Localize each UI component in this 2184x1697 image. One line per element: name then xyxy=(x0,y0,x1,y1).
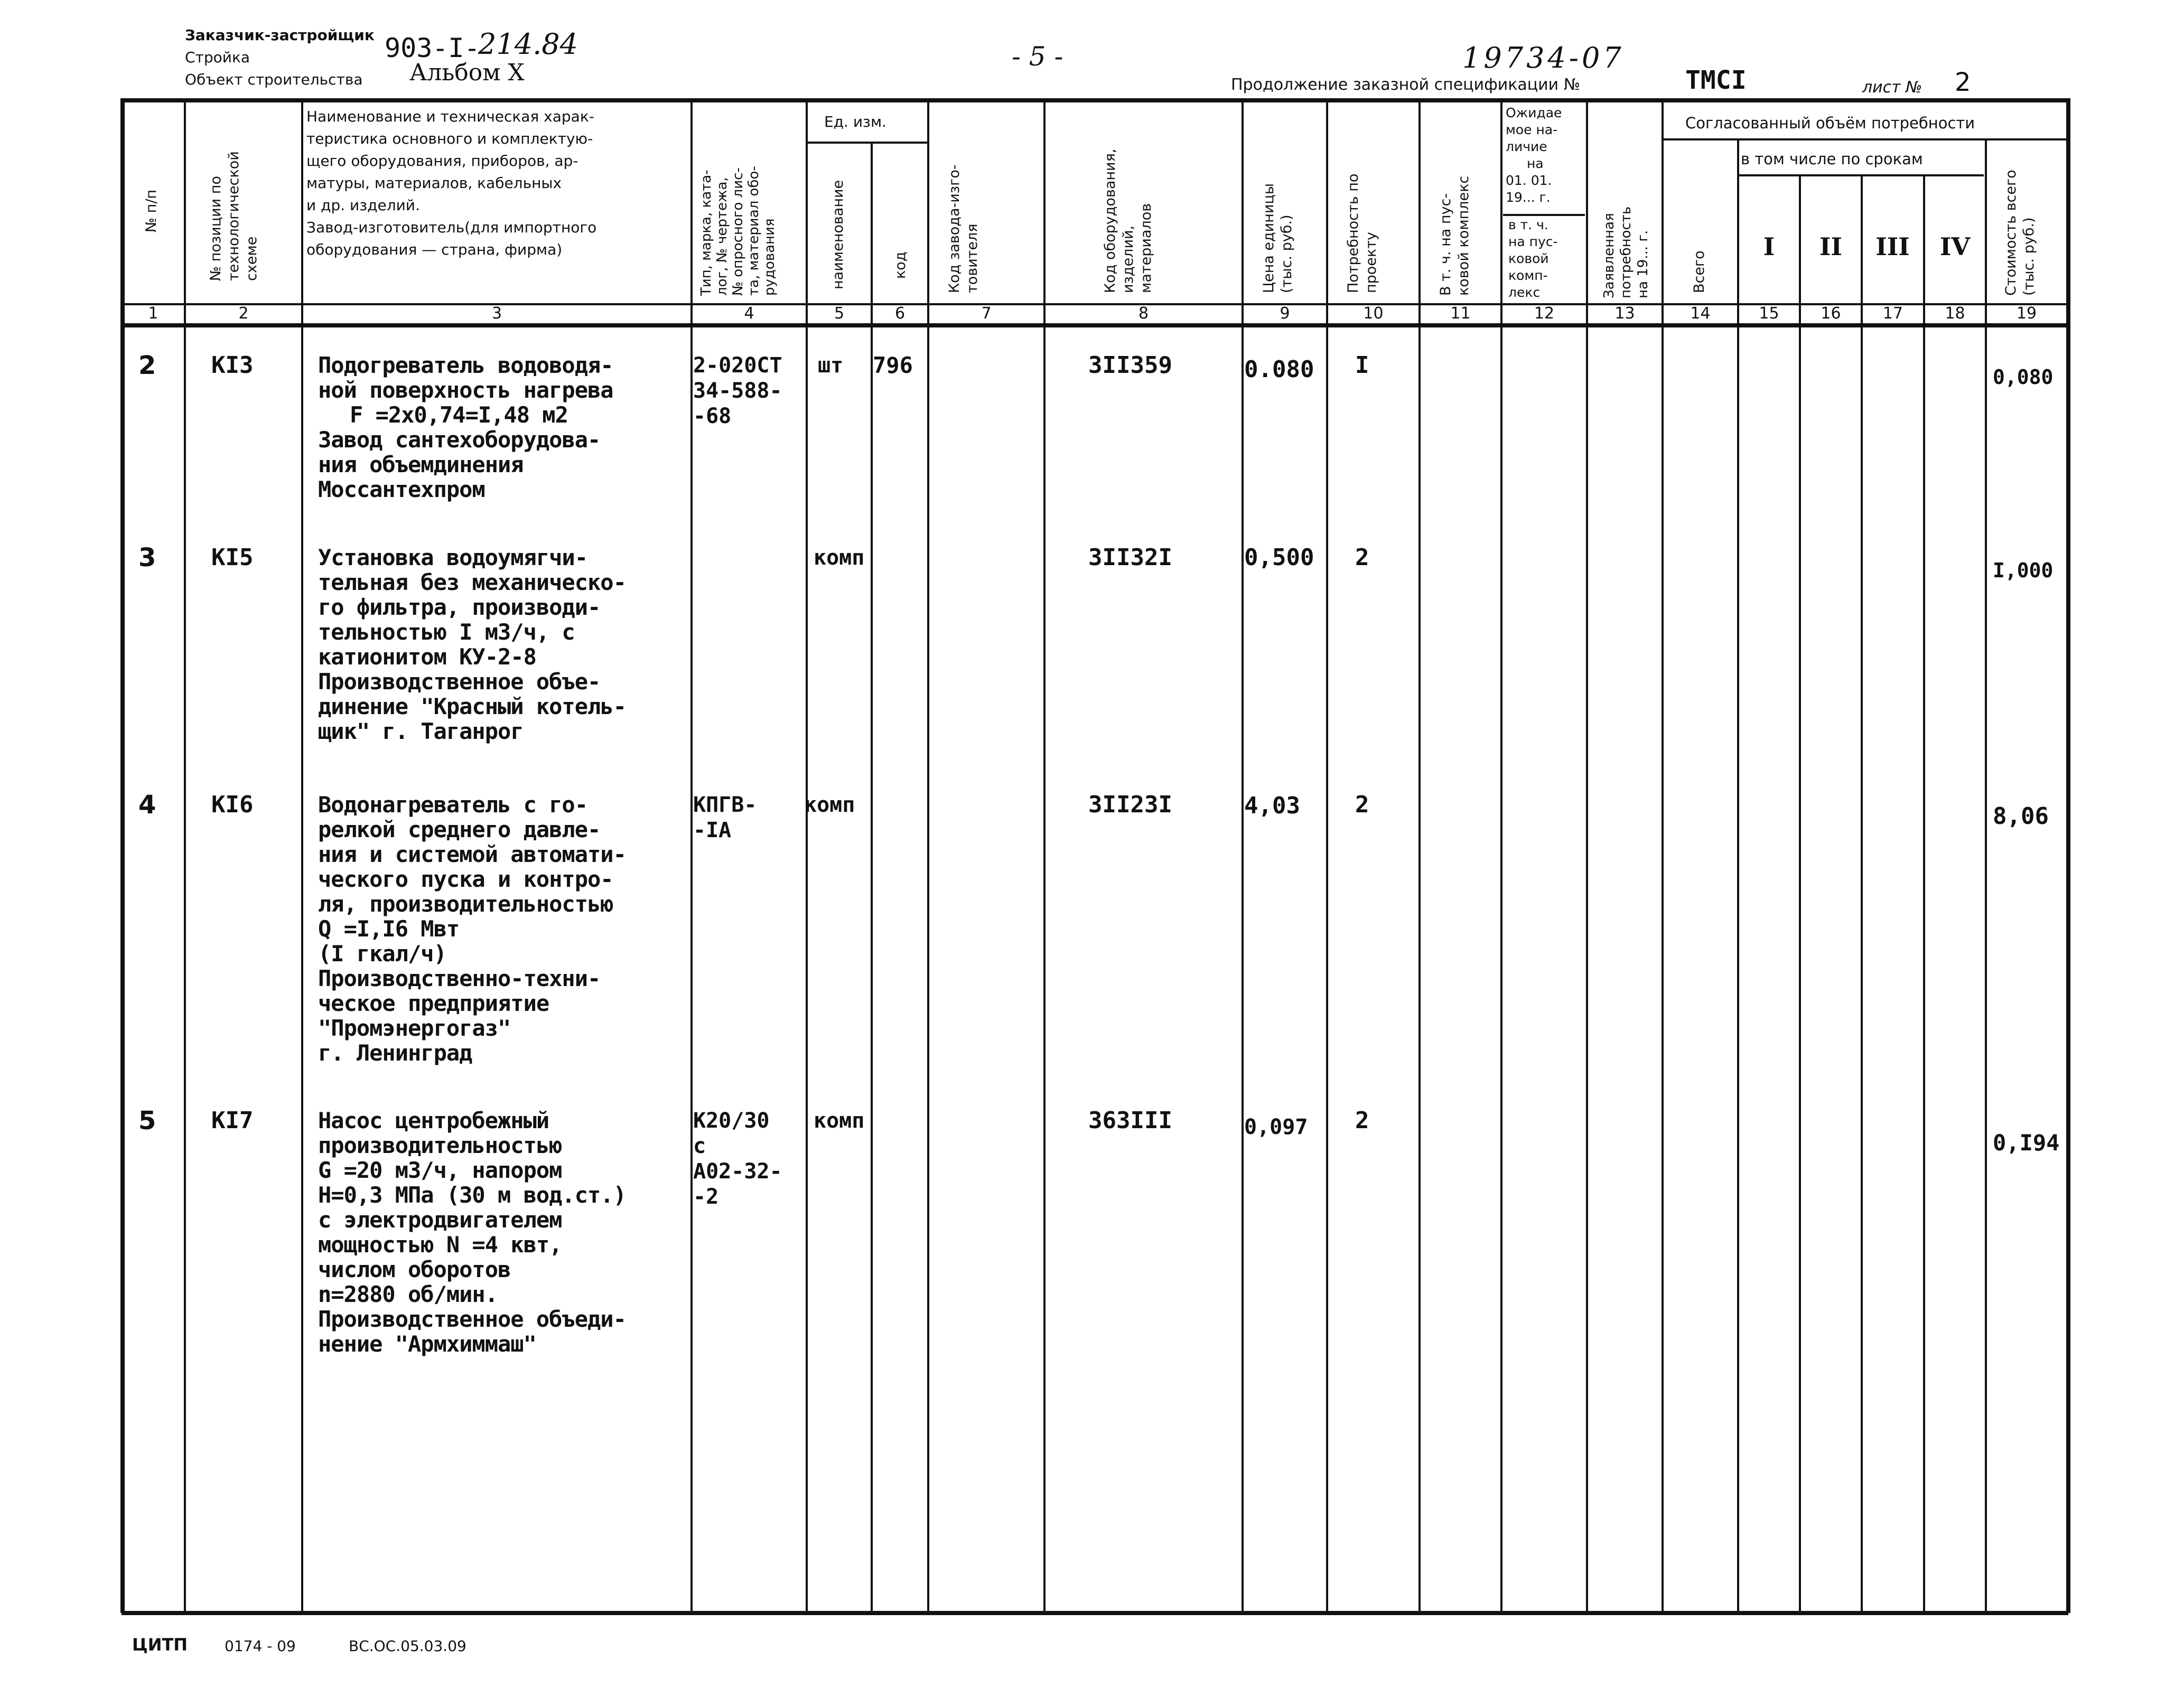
header-col-19: Стоимость всего (тыс. руб.) xyxy=(2003,170,2037,296)
customer-label: Заказчик-застройщик xyxy=(185,26,375,44)
project-need: 2 xyxy=(1355,791,1369,818)
object-label: Объект строительства xyxy=(185,71,363,88)
header-col-4: Тип, марка, ката- лог, № чертежа, № опросного лис- та, материал обо- рудования xyxy=(698,166,778,296)
header-quarter-1: I xyxy=(1763,232,1775,261)
total-cost: I,000 xyxy=(1993,559,2054,582)
col-divider-15 xyxy=(1799,174,1801,1613)
column-number: 7 xyxy=(981,304,992,323)
project-code-handwritten: 214.84 xyxy=(478,27,578,61)
expected-split-line xyxy=(1503,214,1585,216)
column-number: 6 xyxy=(894,304,906,323)
col-divider-16 xyxy=(1861,174,1863,1613)
sheet-number: 2 xyxy=(1955,68,1971,97)
project-need: 2 xyxy=(1355,544,1369,571)
column-number: 8 xyxy=(1138,304,1149,323)
total-cost: 8,06 xyxy=(1993,803,2049,830)
equipment-code: 3II32I xyxy=(1088,544,1172,571)
table-right-border xyxy=(2066,98,2070,1613)
header-col-5: наименование xyxy=(830,180,846,289)
footer-org: ЦИТП xyxy=(132,1635,188,1655)
col-divider-2 xyxy=(301,98,303,1613)
col-divider-17 xyxy=(1923,174,1925,1613)
total-cost: 0,I94 xyxy=(1993,1130,2060,1156)
col-divider-1 xyxy=(184,98,186,1613)
header-quarter-3: III xyxy=(1875,232,1910,261)
unit-price: 0,097 xyxy=(1244,1115,1308,1139)
item-description: Установка водоумягчи- тельная без механическо- го фильтра, производи- тельностью I м3/ч, с катионитом КУ-2-8 Производственное объе- динение "Красный котель- щик" г. Таганрог xyxy=(318,545,626,744)
footer-stamp: ВС.ОС.05.03.09 xyxy=(349,1637,466,1655)
unit-code: 796 xyxy=(873,352,913,378)
header-col-10: Потребность по проекту xyxy=(1345,173,1379,293)
item-description: Насос центробежный производительностью G =20 м3/ч, напором H=0,3 МПа (30 м вод.ст.) с электродвигателем мощностью N =4 квт, числом оборотов n=2880 об/мин. Производственное объеди- нение "Армхиммаш" xyxy=(318,1108,626,1357)
column-number: 5 xyxy=(834,304,845,323)
header-col-12-bottom: в т. ч. на пус- ковой комп- лекс xyxy=(1508,217,1558,300)
agreed-group-line xyxy=(1662,138,2068,140)
header-col-1: № п/п xyxy=(143,189,160,232)
unit-price: 0,500 xyxy=(1244,544,1314,571)
header-by-terms-group: в том числе по срокам xyxy=(1741,150,1923,168)
equipment-code: 363III xyxy=(1088,1107,1172,1134)
item-description: Подогреватель водоводя- ной поверхность нагрева F =2x0,74=I,48 м2 Завод сантехоборудова- ния объемдинения Моссантехпром xyxy=(318,352,613,502)
table-top-border xyxy=(122,98,2068,102)
position-code: KI3 xyxy=(211,352,254,379)
header-quarter-2: II xyxy=(1819,232,1843,261)
page-number: - 5 - xyxy=(1012,41,1063,72)
col-divider-12 xyxy=(1586,98,1588,1613)
col-divider-11 xyxy=(1500,98,1502,1613)
column-number: 13 xyxy=(1614,304,1635,323)
item-type: КПГВ- -IA xyxy=(693,793,757,842)
column-number: 1 xyxy=(148,304,158,323)
table-left-border xyxy=(120,98,125,1613)
total-cost: 0,080 xyxy=(1993,365,2054,389)
spec-code: ТМСI xyxy=(1685,65,1747,95)
album-label: Альбом X xyxy=(409,59,525,86)
header-col-13: Заявленная потребность на 19... г. xyxy=(1601,206,1651,298)
col-divider-10 xyxy=(1418,98,1421,1613)
header-col-3: Наименование и техническая харак- теристика основного и комплектую- щего оборудования, приборов, ар- матуры, материалов, кабельных и др. изделий. Завод-изготовитель(для импортного оборудования — страна, фирма) xyxy=(306,108,597,258)
col-divider-4 xyxy=(806,98,808,1613)
col-divider-9 xyxy=(1326,98,1328,1613)
header-col-11: В т. ч. на пус- ковой комплекс xyxy=(1438,175,1472,296)
row-number: 4 xyxy=(138,790,156,820)
sheet-label: лист № xyxy=(1862,78,1922,97)
column-number: 17 xyxy=(1882,304,1903,323)
column-number: 4 xyxy=(744,304,754,323)
col-divider-6 xyxy=(927,98,929,1613)
header-unit-group: Ед. изм. xyxy=(824,113,886,130)
header-col-12-top: Ожидае мое на- личие на 01. 01. 19... г. xyxy=(1506,105,1562,205)
unit-name: комп xyxy=(814,546,865,570)
col-divider-8 xyxy=(1242,98,1244,1613)
column-number: 15 xyxy=(1759,304,1779,323)
header-col-8: Код оборудования, изделий, материалов xyxy=(1102,148,1154,293)
column-number: 16 xyxy=(1821,304,1841,323)
continuation-label: Продолжение заказной спецификации № xyxy=(1231,76,1580,94)
header-col-14: Всего xyxy=(1691,250,1707,293)
spec-number: 19734-07 xyxy=(1462,41,1625,74)
column-number: 12 xyxy=(1534,304,1555,323)
col-divider-13 xyxy=(1662,98,1664,1613)
row-number: 5 xyxy=(138,1106,156,1136)
column-number: 2 xyxy=(238,304,249,323)
column-number: 9 xyxy=(1280,304,1290,323)
equipment-code: 3II23I xyxy=(1088,791,1172,818)
site-label: Стройка xyxy=(185,49,250,66)
column-number: 19 xyxy=(2016,304,2037,323)
header-quarter-4: IV xyxy=(1939,232,1971,261)
header-agreed-group: Согласованный объём потребности xyxy=(1685,114,1975,132)
unit-group-line xyxy=(806,142,927,144)
row-number: 3 xyxy=(138,543,156,573)
unit-name: комп xyxy=(804,793,855,817)
unit-price: 0.080 xyxy=(1244,356,1314,383)
footer-code: 0174 - 09 xyxy=(225,1637,296,1655)
col-divider-3 xyxy=(690,98,693,1613)
position-code: KI5 xyxy=(211,544,254,571)
col-divider-18 xyxy=(1985,138,1987,1613)
col-divider-14 xyxy=(1737,138,1739,1613)
item-type: 2-020СТ 34-588- -68 xyxy=(693,353,782,428)
header-col-6: код xyxy=(892,251,909,279)
column-number: 11 xyxy=(1450,304,1471,323)
project-need: I xyxy=(1355,352,1369,379)
column-number: 10 xyxy=(1363,304,1384,323)
item-description: Водонагреватель с го- релкой среднего давле- ния и системой автомати- ческого пуска и контро- ля, производительностью Q =I,I6 Мвт (I гкал/ч) Производственно-техни- ческое предприятие "Промэнергогаз" г. Ленинград xyxy=(318,792,626,1066)
equipment-code: 3II359 xyxy=(1088,352,1172,379)
unit-price: 4,03 xyxy=(1244,792,1300,819)
position-code: KI6 xyxy=(211,791,254,818)
unit-name: комп xyxy=(814,1109,865,1133)
column-number: 14 xyxy=(1690,304,1711,323)
unit-name: шт xyxy=(818,353,844,378)
header-col-7: Код завода-изго- товителя xyxy=(946,164,981,293)
row-number: 2 xyxy=(138,351,156,380)
column-number: 3 xyxy=(491,304,502,323)
column-number: 18 xyxy=(1945,304,1965,323)
project-need: 2 xyxy=(1355,1107,1369,1134)
header-col-2: № позиции по технологической схеме xyxy=(208,151,260,281)
header-col-9: Цена единицы (тыс. руб.) xyxy=(1261,183,1295,293)
project-code: 903-I- xyxy=(385,33,480,63)
item-type: K20/30 с A02-32- -2 xyxy=(693,1109,782,1209)
table-bottom-border xyxy=(122,1611,2068,1615)
colnum-bottom-line xyxy=(122,323,2068,327)
position-code: KI7 xyxy=(211,1107,254,1134)
col-divider-7 xyxy=(1043,98,1046,1613)
